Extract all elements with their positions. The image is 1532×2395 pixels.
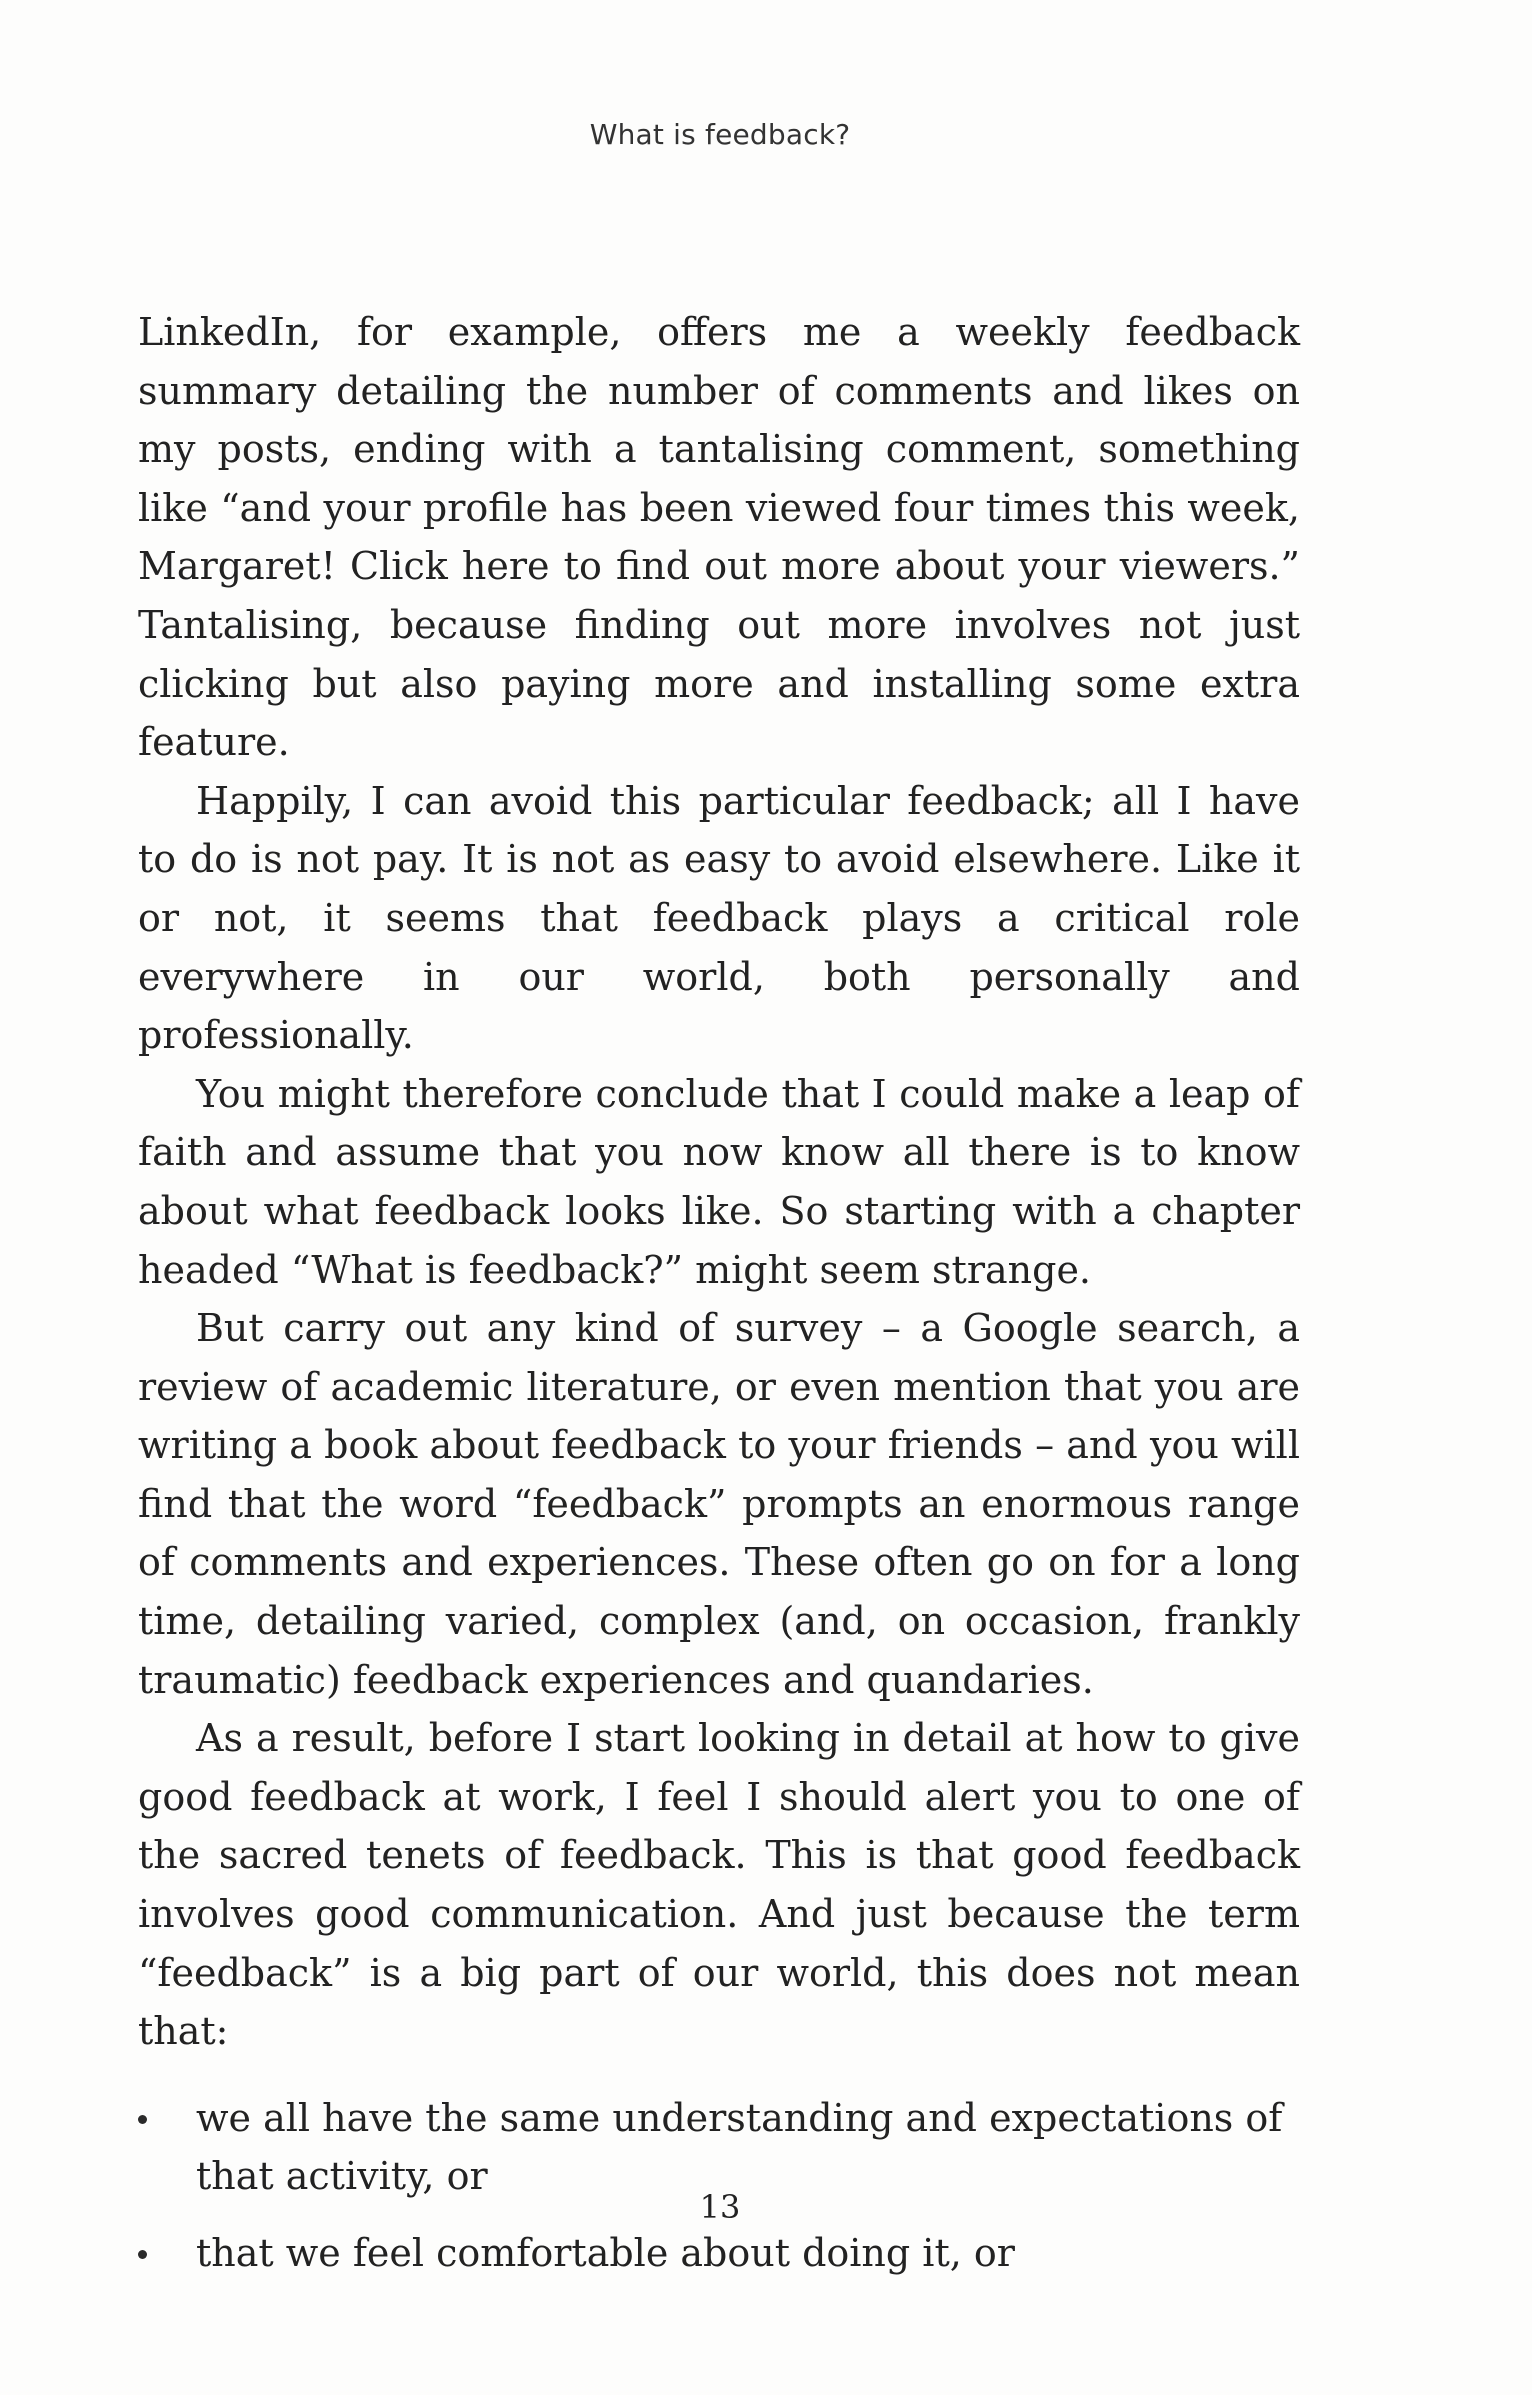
page-number: 13 [699, 2188, 741, 2226]
bullet-icon [138, 2115, 147, 2124]
bullet-icon [138, 2250, 147, 2259]
bullet-list [138, 2089, 1300, 2283]
bullet-text: that we feel comfortable about doing it, or [196, 2231, 1015, 2275]
paragraph-4: But carry out any kind of survey – a Google search, a review of academic literature, or even mention that you are writing a book about feedback to your friends – and you will find that the word “feedback” prompts an enormous range of comments and experiences. These often go on for a long time, detailing varied, complex (and, on occasion, frankly traumatic) feedback experiences and quandaries. [138, 1306, 1300, 1702]
paragraph-5: As a result, before I start looking in detail at how to give good feedback at work, I feel I should alert you to one of the sacred tenets of feedback. This is that good feedback involves good communication. And just because the term “feedback” is a big part of our world, this does not mean that: [138, 1716, 1300, 2054]
paragraph-3: You might therefore conclude that I could make a leap of faith and assume that you now know all there is to know about what feedback looks like. So starting with a chapter headed “What is feedback?” might seem strange. [138, 1071, 1300, 1292]
bullet-text: we all have the same understanding and expectations of that activity, or [196, 2095, 1283, 2199]
bullet-item [138, 2224, 1300, 2283]
paragraph-1: LinkedIn, for example, offers me a weekly feedback summary detailing the number of comments and likes on my posts, ending with a tantalising comment, something like “and your profile has been viewed four times this week, Margaret! Click here to find out more about your viewers.” Tantalising, because finding out more involves not just clicking but also paying more and installing some extra feature. [138, 310, 1300, 765]
body-text [138, 303, 1300, 2301]
running-head: What is feedback? [589, 118, 851, 151]
paragraph-2: Happily, I can avoid this particular feedback; all I have to do is not pay. It is not as easy to avoid elsewhere. Like it or not, it seems that feedback plays a critical role everywhere in our world, both personally and professionally. [138, 778, 1300, 1058]
